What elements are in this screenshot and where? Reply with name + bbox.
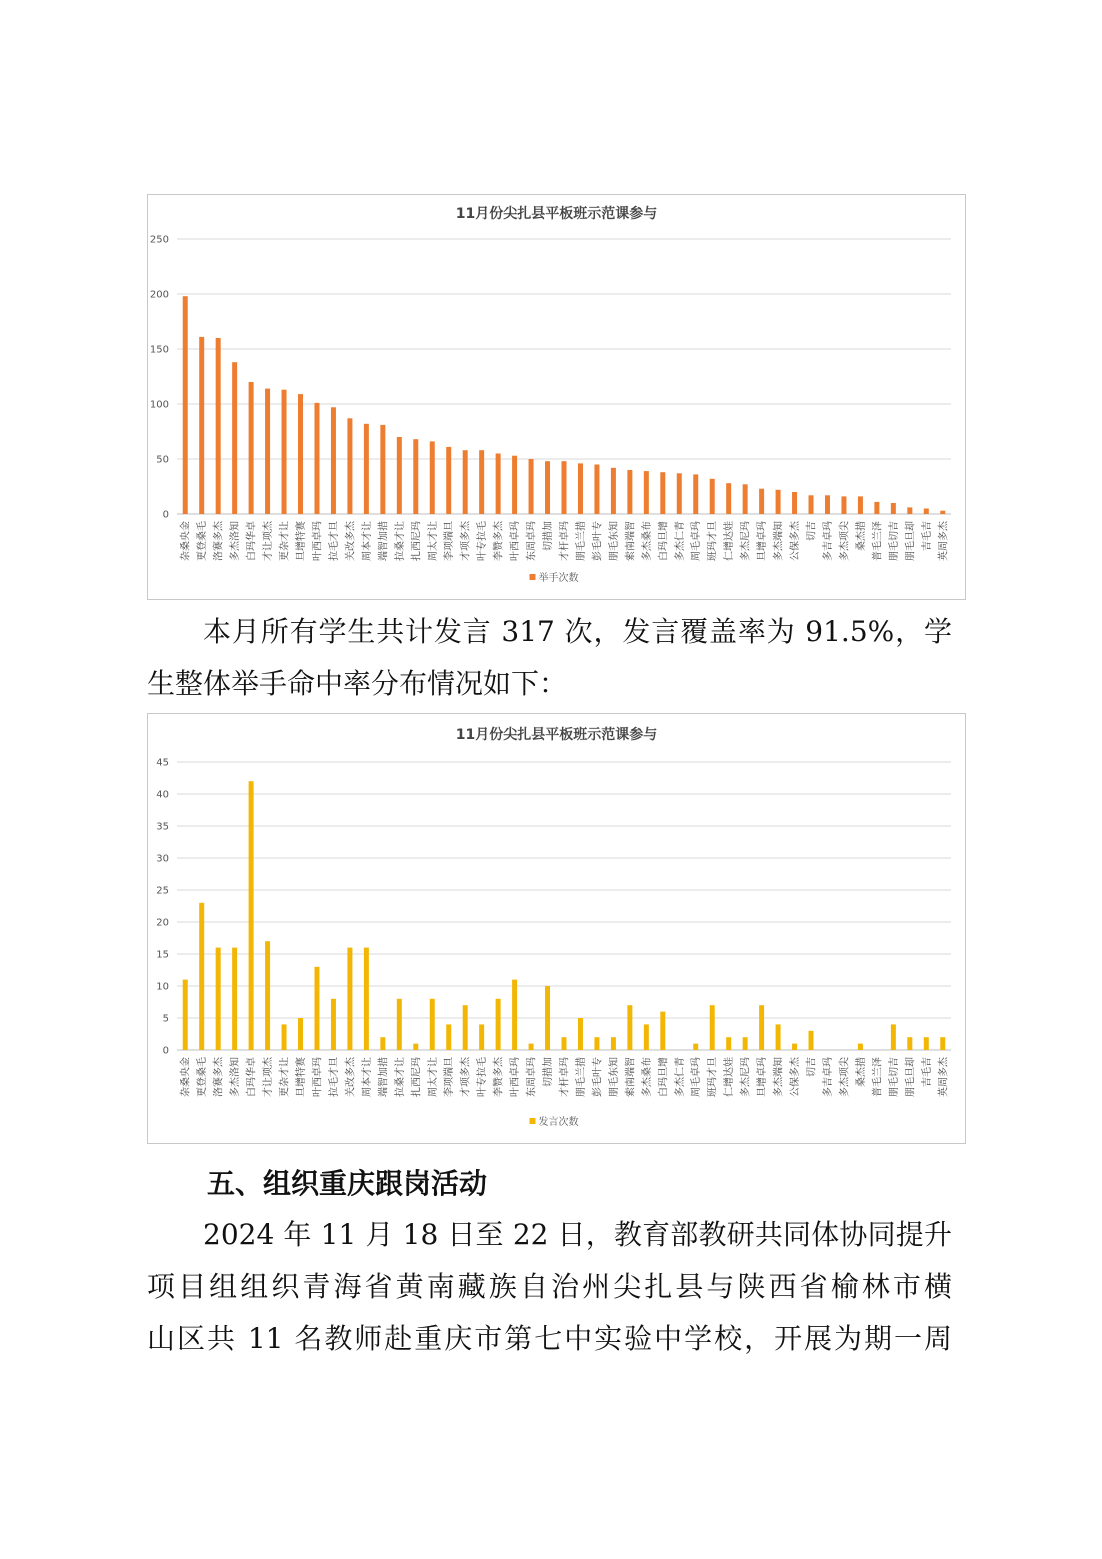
bar <box>776 1024 781 1050</box>
bar <box>891 1024 896 1050</box>
bar <box>743 1037 748 1050</box>
bar <box>413 1044 418 1050</box>
x-tick-label: 朋毛旦却 <box>905 521 917 561</box>
x-tick-label: 朋毛切吉 <box>888 521 900 561</box>
x-tick-label: 更登桑毛 <box>197 521 209 561</box>
x-tick-label: 彭毛叶专 <box>592 521 604 561</box>
x-tick-label: 李项端旦 <box>444 521 456 561</box>
x-tick-label: 朋毛切吉 <box>888 1057 900 1097</box>
x-tick-label: 旦增特赛 <box>296 521 308 561</box>
x-tick-label: 多杰尼玛 <box>740 1057 752 1097</box>
x-tick-label: 拉桑才让 <box>394 1057 406 1097</box>
x-tick-label: 旦增卓玛 <box>757 1057 769 1097</box>
x-tick-label: 班玛才旦 <box>707 1057 719 1097</box>
x-tick-label: 吉毛吉 <box>921 1057 933 1087</box>
bar <box>249 781 254 1050</box>
bar <box>380 425 385 514</box>
y-tick-label: 150 <box>149 344 169 356</box>
x-tick-label: 英周多杰 <box>938 521 950 561</box>
x-tick-label: 白玛华卓 <box>246 521 258 561</box>
bar <box>446 1024 451 1050</box>
x-tick-label: 仁增达娃 <box>724 1057 736 1097</box>
bar <box>940 511 945 514</box>
bar <box>249 382 254 514</box>
bar <box>710 479 715 514</box>
bar <box>446 447 451 514</box>
x-tick-label: 白玛华卓 <box>246 1057 258 1097</box>
x-tick-label: 多杰桑布 <box>641 1057 653 1097</box>
bar <box>578 463 583 514</box>
x-tick-label: 白玛旦增 <box>658 1057 670 1097</box>
x-tick-label: 多杰洛知 <box>230 1057 242 1097</box>
y-tick-label: 50 <box>156 454 169 466</box>
x-tick-label: 叶西卓玛 <box>312 521 324 561</box>
bar <box>660 1012 665 1050</box>
x-tick-label: 仁增达娃 <box>724 521 736 561</box>
bar <box>792 1044 797 1050</box>
x-tick-label: 洛赛多杰 <box>213 521 225 561</box>
bar <box>562 461 567 514</box>
x-tick-label: 多杰端知 <box>773 521 785 561</box>
x-tick-label: 多杰尼玛 <box>740 521 752 561</box>
x-tick-label: 切措加 <box>543 521 555 551</box>
x-tick-label: 多杰端知 <box>773 1057 785 1097</box>
bar <box>907 507 912 514</box>
x-tick-label: 周毛卓玛 <box>691 521 703 561</box>
x-tick-label: 才项多杰 <box>460 521 472 561</box>
x-tick-label: 周太才让 <box>427 521 439 561</box>
x-tick-label: 多吉卓玛 <box>822 1057 834 1097</box>
bar <box>364 948 369 1050</box>
x-tick-label: 才项多杰 <box>460 1057 472 1097</box>
x-tick-label: 才杆卓玛 <box>559 521 571 561</box>
bar <box>858 1044 863 1050</box>
bar <box>545 986 550 1050</box>
bar <box>874 502 879 514</box>
x-tick-label: 多杰仁青 <box>674 521 686 561</box>
y-tick-label: 35 <box>156 821 169 833</box>
bar <box>232 362 237 514</box>
paragraph-speaking-summary-line2: 生整体举手命中率分布情况如下： <box>147 667 568 700</box>
bar <box>792 492 797 514</box>
bar <box>397 437 402 514</box>
bar <box>891 503 896 514</box>
x-tick-label: 才让项杰 <box>263 521 275 561</box>
x-tick-label: 周本才让 <box>361 1057 373 1097</box>
bar <box>232 948 237 1050</box>
bar <box>594 465 599 515</box>
bar <box>759 1005 764 1050</box>
x-tick-label: 吉毛吉 <box>921 521 933 551</box>
x-tick-label: 多杰桑布 <box>641 521 653 561</box>
bar <box>347 418 352 514</box>
bar <box>314 967 319 1050</box>
bar <box>331 407 336 514</box>
x-tick-label: 叶专拉毛 <box>477 521 489 561</box>
x-tick-label: 叶西卓玛 <box>510 1057 522 1097</box>
x-tick-label: 拉毛才旦 <box>328 521 340 561</box>
bar <box>265 389 270 514</box>
bar <box>611 1037 616 1050</box>
bar <box>759 489 764 514</box>
bar <box>199 337 204 514</box>
x-tick-label: 东周卓玛 <box>526 521 538 561</box>
y-tick-label: 250 <box>149 234 169 246</box>
bar <box>479 450 484 514</box>
bar <box>545 461 550 514</box>
x-tick-label: 普毛兰泽 <box>872 1057 884 1097</box>
y-tick-label: 15 <box>156 949 169 961</box>
x-tick-label: 桑杰措 <box>855 1057 867 1087</box>
y-tick-label: 0 <box>162 509 169 521</box>
bar <box>265 941 270 1050</box>
bar <box>364 424 369 514</box>
paragraph-chongqing-line1: 2024 年 11 月 18 日至 22 日，教育部教研共同体协同提升 <box>203 1218 952 1251</box>
x-tick-label: 拉毛才旦 <box>328 1057 340 1097</box>
y-tick-label: 10 <box>156 981 169 993</box>
bar <box>199 903 204 1050</box>
bar <box>347 948 352 1050</box>
y-tick-label: 100 <box>149 399 169 411</box>
x-tick-label: 朋毛兰措 <box>575 1057 587 1097</box>
x-tick-label: 切吉 <box>806 521 818 541</box>
bar <box>512 456 517 514</box>
x-tick-label: 周本才让 <box>361 521 373 561</box>
x-tick-label: 彭毛叶专 <box>592 1057 604 1097</box>
x-tick-label: 李项端旦 <box>444 1057 456 1097</box>
bar <box>710 1005 715 1050</box>
bar <box>924 509 929 515</box>
bar <box>660 472 665 514</box>
bar <box>644 1024 649 1050</box>
bar <box>924 1037 929 1050</box>
bar <box>825 495 830 514</box>
x-tick-label: 关改多杰 <box>345 1057 357 1097</box>
x-tick-label: 李赞多杰 <box>493 1057 505 1097</box>
x-tick-label: 多杰仁青 <box>674 1057 686 1097</box>
bar <box>627 470 632 514</box>
x-tick-label: 端智加措 <box>378 1057 390 1097</box>
x-tick-label: 索南端智 <box>625 1057 637 1097</box>
chart-hand-raises-svg <box>148 195 965 599</box>
bar <box>282 1024 287 1050</box>
x-tick-label: 多吉卓玛 <box>822 521 834 561</box>
x-tick-label: 多杰项尖 <box>839 521 851 561</box>
x-tick-label: 洛赛多杰 <box>213 1057 225 1097</box>
bar <box>430 999 435 1050</box>
bar <box>298 394 303 514</box>
bar <box>809 1031 814 1050</box>
x-tick-label: 更杂才让 <box>279 1057 291 1097</box>
legend-swatch <box>530 1118 536 1124</box>
bar <box>216 338 221 514</box>
bar <box>413 439 418 514</box>
bar <box>314 403 319 514</box>
paragraph-chongqing-line3: 山区共 11 名教师赴重庆市第七中实验中学校，开展为期一周 <box>147 1322 952 1355</box>
bar <box>726 483 731 514</box>
x-tick-label: 李赞多杰 <box>493 521 505 561</box>
bar <box>183 980 188 1050</box>
x-tick-label: 周太才让 <box>427 1057 439 1097</box>
x-tick-label: 东周卓玛 <box>526 1057 538 1097</box>
x-tick-label: 扎西尼玛 <box>411 521 423 561</box>
x-tick-label: 更登桑毛 <box>197 1057 209 1097</box>
x-tick-label: 叶西卓玛 <box>510 521 522 561</box>
x-tick-label: 周毛卓玛 <box>691 1057 703 1097</box>
bar <box>841 496 846 514</box>
bar <box>216 948 221 1050</box>
x-tick-label: 朋毛旦却 <box>905 1057 917 1097</box>
section-heading-chongqing: 五、组织重庆跟岗活动 <box>207 1167 488 1200</box>
bar <box>809 495 814 514</box>
x-tick-label: 才让项杰 <box>263 1057 275 1097</box>
bar <box>496 999 501 1050</box>
x-tick-label: 白玛旦增 <box>658 521 670 561</box>
y-tick-label: 25 <box>156 885 169 897</box>
bar <box>183 296 188 514</box>
y-tick-label: 200 <box>149 289 169 301</box>
bar <box>627 1005 632 1050</box>
bar <box>562 1037 567 1050</box>
x-tick-label: 杂桑央金 <box>180 1057 192 1097</box>
chart-speaking <box>147 713 966 1144</box>
x-tick-label: 公保多杰 <box>790 521 802 561</box>
x-tick-label: 朋毛东知 <box>608 1057 620 1097</box>
x-tick-label: 普毛兰泽 <box>872 521 884 561</box>
bar <box>611 468 616 514</box>
x-tick-label: 关改多杰 <box>345 521 357 561</box>
chart-title: 11月份尖扎县平板班示范课参与 <box>455 727 658 743</box>
bar <box>940 1037 945 1050</box>
y-tick-label: 0 <box>162 1045 169 1057</box>
bar <box>282 390 287 514</box>
paragraph-speaking-summary-line1: 本月所有学生共计发言 317 次，发言覆盖率为 91.5%，学 <box>203 615 952 648</box>
x-tick-label: 扎西尼玛 <box>411 1057 423 1097</box>
bar <box>463 1005 468 1050</box>
x-tick-label: 索南端智 <box>625 521 637 561</box>
x-tick-label: 更杂才让 <box>279 521 291 561</box>
bar <box>298 1018 303 1050</box>
bar <box>430 441 435 514</box>
x-tick-label: 叶专拉毛 <box>477 1057 489 1097</box>
bar <box>380 1037 385 1050</box>
bar <box>463 450 468 514</box>
x-tick-label: 切吉 <box>806 1057 818 1077</box>
bar <box>529 459 534 514</box>
legend-swatch <box>530 574 536 580</box>
x-tick-label: 旦增卓玛 <box>757 521 769 561</box>
chart-title: 11月份尖扎县平板班示范课参与 <box>455 206 658 222</box>
bar <box>693 474 698 514</box>
x-tick-label: 公保多杰 <box>790 1057 802 1097</box>
bar <box>512 980 517 1050</box>
x-tick-label: 叶西卓玛 <box>312 1057 324 1097</box>
y-tick-label: 30 <box>156 853 169 865</box>
y-tick-label: 5 <box>162 1013 169 1025</box>
y-tick-label: 40 <box>156 789 169 801</box>
bar <box>644 471 649 514</box>
bar <box>331 999 336 1050</box>
x-tick-label: 旦增特赛 <box>296 1057 308 1097</box>
x-tick-label: 朋毛兰措 <box>575 521 587 561</box>
x-tick-label: 班玛才旦 <box>707 521 719 561</box>
x-tick-label: 才杆卓玛 <box>559 1057 571 1097</box>
bar <box>858 496 863 514</box>
legend-label: 举手次数 <box>538 573 579 584</box>
paragraph-chongqing-line2: 项目组组织青海省黄南藏族自治州尖扎县与陕西省榆林市横 <box>147 1270 952 1303</box>
x-tick-label: 桑杰措 <box>855 521 867 551</box>
bar <box>578 1018 583 1050</box>
bar <box>726 1037 731 1050</box>
x-tick-label: 切措加 <box>543 1057 555 1087</box>
x-tick-label: 多杰洛知 <box>230 521 242 561</box>
chart-hand-raises <box>147 194 966 600</box>
bar <box>693 1044 698 1050</box>
bar <box>479 1024 484 1050</box>
bar <box>496 454 501 515</box>
x-tick-label: 朋毛东知 <box>608 521 620 561</box>
x-tick-label: 多杰项尖 <box>839 1057 851 1097</box>
bar <box>743 484 748 514</box>
bar <box>907 1037 912 1050</box>
bar <box>397 999 402 1050</box>
y-tick-label: 45 <box>156 757 169 769</box>
bar <box>529 1044 534 1050</box>
bar <box>776 490 781 514</box>
bar <box>677 473 682 514</box>
bar <box>594 1037 599 1050</box>
x-tick-label: 杂桑央金 <box>180 521 192 561</box>
chart-speaking-svg <box>148 714 965 1143</box>
legend-label: 发言次数 <box>538 1117 579 1128</box>
x-tick-label: 拉桑才让 <box>394 521 406 561</box>
x-tick-label: 端智加措 <box>378 521 390 561</box>
x-tick-label: 英周多杰 <box>938 1057 950 1097</box>
y-tick-label: 20 <box>156 917 169 929</box>
